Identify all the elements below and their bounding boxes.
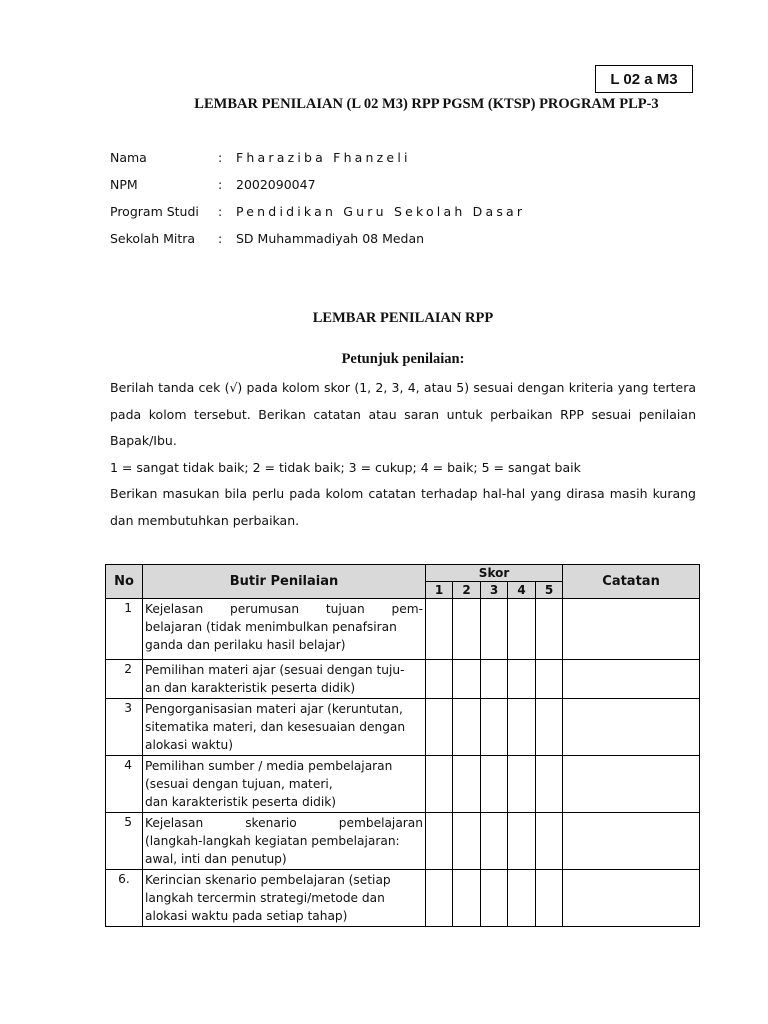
score-cell-3[interactable]: [481, 660, 508, 699]
score-cell-2[interactable]: [453, 870, 481, 927]
score-cell-5[interactable]: [536, 599, 563, 660]
form-code: L 02 a M3: [610, 70, 678, 88]
score-cell-5[interactable]: [536, 699, 563, 756]
row-item: [143, 699, 426, 756]
row-item-line: (langkah-langkah kegiatan pembelajaran:: [145, 834, 400, 848]
row-item-line: an dan karakteristik peserta didik): [145, 681, 356, 695]
table-row: [106, 870, 700, 927]
notes-cell[interactable]: [563, 813, 700, 870]
row-item-line: sitematika materi, dan kesesuaian dengan: [145, 720, 406, 734]
info-colon: :: [218, 177, 223, 192]
info-label: Program Studi: [110, 204, 199, 219]
score-cell-1[interactable]: [426, 870, 453, 927]
header-score: Skor: [426, 565, 563, 582]
row-item-line: langkah tercermin strategi/metode dan: [145, 891, 385, 905]
row-item-line: Pemilihan materi ajar (sesuai dengan tuju-: [145, 663, 405, 677]
instructions-text: [110, 375, 696, 534]
row-item: [143, 599, 426, 660]
row-item-line: ganda dan perilaku hasil belajar): [145, 638, 346, 652]
table-row: [106, 699, 700, 756]
info-value-npm: 2002090047: [236, 177, 316, 192]
score-cell-4[interactable]: [508, 699, 536, 756]
notes-cell[interactable]: [563, 660, 700, 699]
score-cell-5[interactable]: [536, 756, 563, 813]
score-col-1: 1: [426, 582, 453, 599]
form-code-box: [595, 65, 693, 93]
score-cell-5[interactable]: [536, 813, 563, 870]
row-item-line: awal, inti dan penutup): [145, 852, 287, 866]
row-number: 3: [106, 699, 143, 756]
row-item-line: belajaran (tidak menimbulkan penafsiran: [145, 620, 397, 634]
row-number: 2: [106, 660, 143, 699]
score-cell-3[interactable]: [481, 870, 508, 927]
row-number: 6.: [106, 870, 143, 927]
score-cell-5[interactable]: [536, 870, 563, 927]
score-cell-4[interactable]: [508, 870, 536, 927]
score-cell-1[interactable]: [426, 599, 453, 660]
score-cell-2[interactable]: [453, 756, 481, 813]
row-item-line: dan karakteristik peserta didik): [145, 795, 337, 809]
row-item-line: alokasi waktu): [145, 738, 233, 752]
notes-cell[interactable]: [563, 756, 700, 813]
score-col-5: 5: [536, 582, 563, 599]
assessment-table: [105, 564, 700, 927]
info-label: Nama: [110, 150, 147, 165]
row-item-line: Pemilihan sumber / media pembelajaran: [145, 759, 393, 773]
score-col-4: 4: [508, 582, 536, 599]
scale-legend: 1 = sangat tidak baik; 2 = tidak baik; 3 = cukup; 4 = baik; 5 = sangat baik: [110, 459, 581, 475]
score-cell-4[interactable]: [508, 813, 536, 870]
score-cell-3[interactable]: [481, 599, 508, 660]
row-number: 5: [106, 813, 143, 870]
score-cell-4[interactable]: [508, 599, 536, 660]
score-cell-4[interactable]: [508, 756, 536, 813]
score-cell-4[interactable]: [508, 660, 536, 699]
info-colon: :: [218, 150, 223, 165]
row-item: [143, 756, 426, 813]
score-cell-5[interactable]: [536, 660, 563, 699]
info-value-program-studi: Pendidikan Guru Sekolah Dasar: [236, 204, 526, 219]
table-row: [106, 599, 700, 660]
row-number: 4: [106, 756, 143, 813]
row-item: [143, 813, 426, 870]
notes-cell[interactable]: [563, 699, 700, 756]
score-cell-2[interactable]: [453, 813, 481, 870]
table-row: [106, 756, 700, 813]
table-row: [106, 660, 700, 699]
score-col-2: 2: [453, 582, 481, 599]
row-item-line: Kejelasan perumusan tujuan pem-: [145, 602, 423, 616]
row-item-line: Pengorganisasian materi ajar (keruntutan,: [145, 702, 403, 716]
score-cell-3[interactable]: [481, 756, 508, 813]
row-item-line: (sesuai dengan tujuan, materi,: [145, 777, 333, 791]
score-cell-2[interactable]: [453, 660, 481, 699]
notes-cell[interactable]: [563, 870, 700, 927]
score-cell-1[interactable]: [426, 660, 453, 699]
notes-cell[interactable]: [563, 599, 700, 660]
score-cell-2[interactable]: [453, 699, 481, 756]
table-row: [106, 813, 700, 870]
row-item: [143, 660, 426, 699]
score-cell-1[interactable]: [426, 699, 453, 756]
row-number: 1: [106, 599, 143, 660]
info-colon: :: [218, 204, 223, 219]
info-label: Sekolah Mitra: [110, 231, 196, 246]
row-item-line: Kejelasan skenario pembelajaran: [145, 816, 423, 830]
info-label: NPM: [110, 177, 138, 192]
instruction-paragraph: Berikan masukan bila perlu pada kolom catatan terhadap hal-hal yang dirasa masih kurang dan membutuhkan perbaikan.: [110, 486, 696, 528]
score-cell-1[interactable]: [426, 813, 453, 870]
header-no: No: [106, 565, 143, 599]
main-title: LEMBAR PENILAIAN (L 02 M3) RPP PGSM (KTSP) PROGRAM PLP-3: [194, 96, 659, 112]
header-notes: Catatan: [563, 565, 700, 599]
info-colon: :: [218, 231, 223, 246]
score-cell-1[interactable]: [426, 756, 453, 813]
header-item: Butir Penilaian: [143, 565, 426, 599]
instruction-paragraph: Berilah tanda cek (√) pada kolom skor (1, 2, 3, 4, atau 5) sesuai dengan kriteria yang tertera pada kolom tersebut. Berikan catatan atau saran untuk perbaikan RPP sesuai penilaian Bapak/Ibu.: [110, 380, 696, 448]
info-value-sekolah-mitra: SD Muhammadiyah 08 Medan: [236, 231, 425, 246]
score-col-3: 3: [481, 582, 508, 599]
row-item-line: alokasi waktu pada setiap tahap): [145, 909, 348, 923]
section-title: LEMBAR PENILAIAN RPP: [312, 310, 494, 326]
score-cell-3[interactable]: [481, 813, 508, 870]
info-value-nama: Fharaziba Fhanzeli: [236, 150, 411, 165]
score-cell-3[interactable]: [481, 699, 508, 756]
row-item: [143, 870, 426, 927]
score-cell-2[interactable]: [453, 599, 481, 660]
instructions-title: Petunjuk penilaian:: [341, 351, 465, 367]
row-item-line: Kerincian skenario pembelajaran (setiap: [145, 873, 391, 887]
